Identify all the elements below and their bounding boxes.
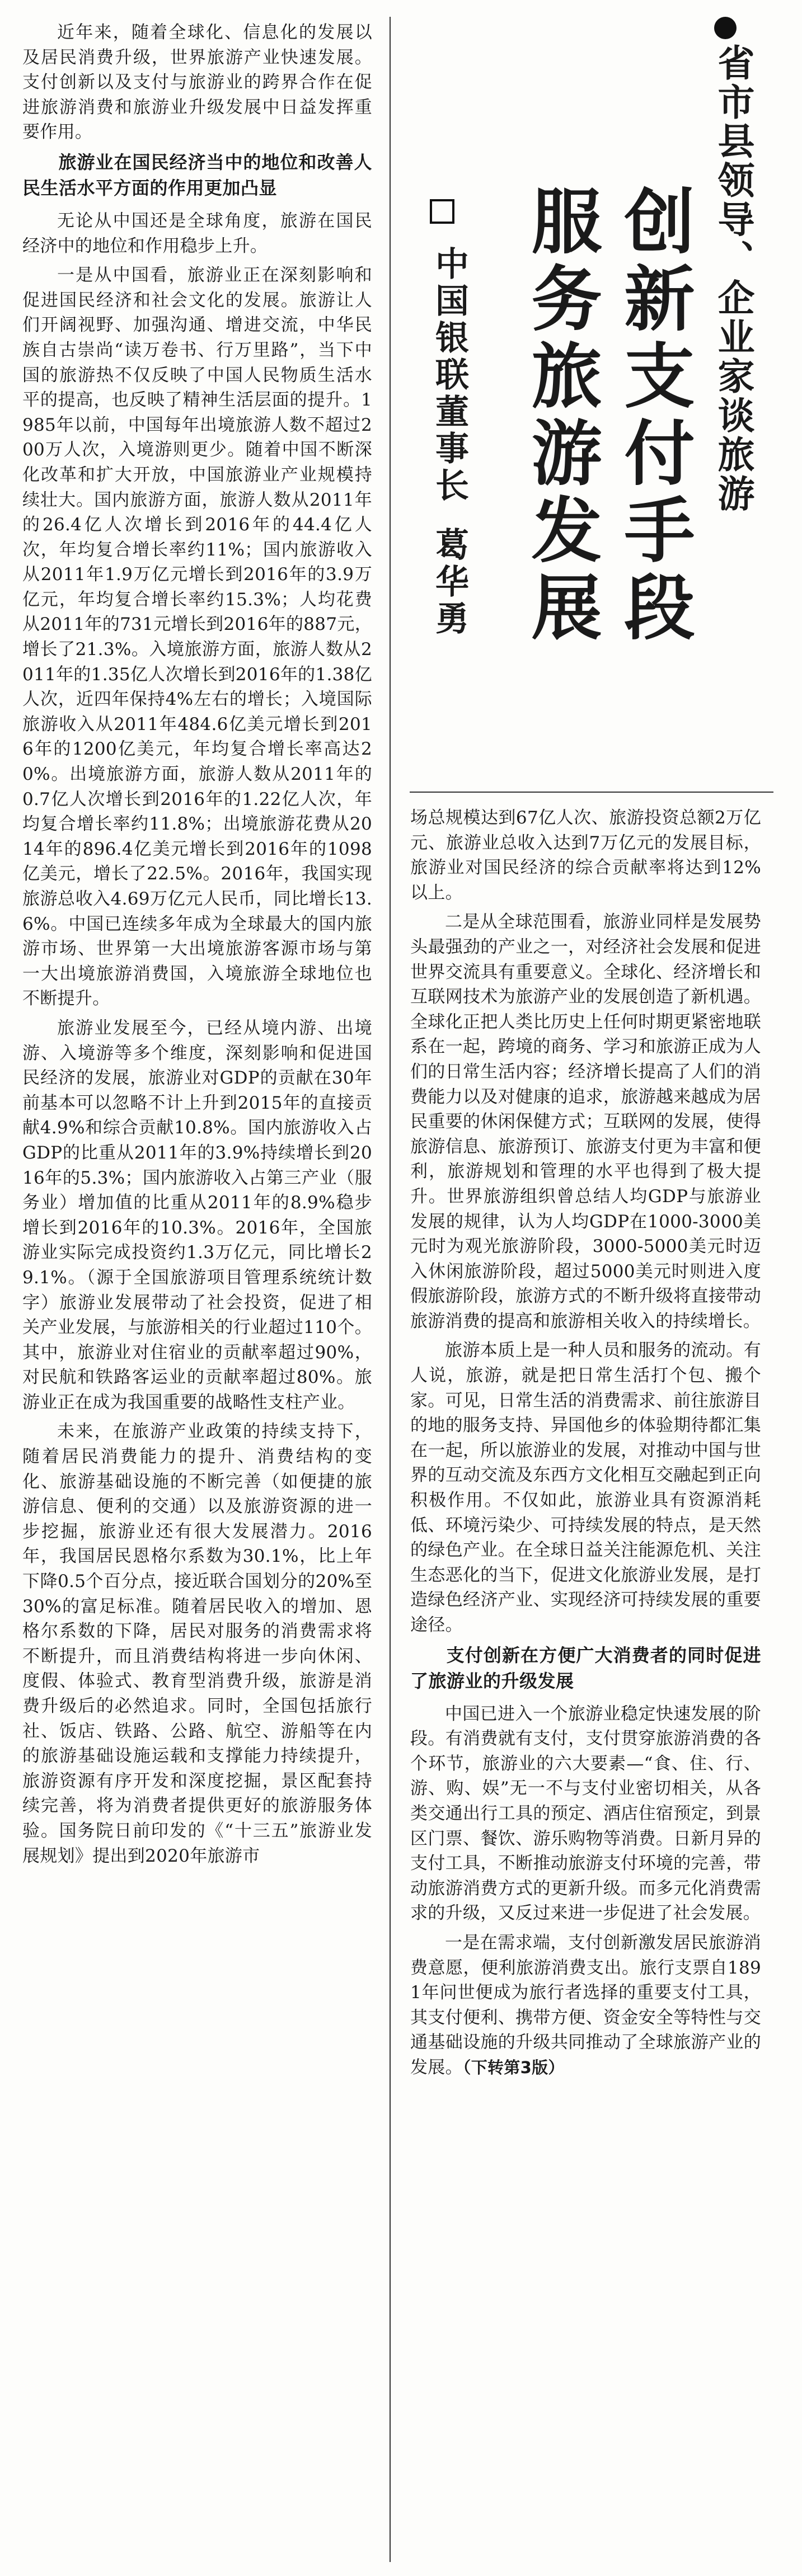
- byline: [425, 246, 473, 638]
- headline-kicker: 省市县领导、企业家谈旅游: [711, 44, 754, 514]
- paragraph: 无论从中国还是全球角度，旅游在国民经济中的地位和作用稳步上升。: [22, 210, 372, 256]
- byline-org: 中国银联董事长: [430, 246, 469, 505]
- column-divider: [390, 17, 391, 2562]
- paragraph-final: 一是在需求端，支付创新激发居民旅游消费意愿，便利旅游消费支出。旅行支票自1891年问世便成为旅行者选择的重要支付工具，其支付便利、携带方便、资金安全等特性与交通基础设施的升级共同推动了全球旅游产业的发展。（下转第3版）: [410, 1932, 761, 2078]
- headline-title-line-2: 服务旅游发展: [520, 185, 602, 648]
- paragraph: 未来，在旅游产业政策的持续支持下，随着居民消费能力的提升、消费结构的变化、旅游基础设施的不断完善（如便捷的旅游信息、便利的交通）以及旅游资源的进一步挖掘，旅游业还有很大发展潜力。2016年，我国居民恩格尔系数为30.1%，比上年下降0.5个百分点，接近联合国划分的20%至30%的富足标准。随着居民收入的增加、恩格尔系数的下降，居民对服务的消费需求将不断提升，而且消费结构将进一步向休闲、度假、体验式、教育型消费升级，旅游是消费升级后的必然追求。同时，全国包括旅行社、饭店、铁路、公路、航空、游船等在内的旅游基础设施运载和支撑能力持续提升，旅游资源有序开发和深度挖掘，景区配套持续完善，将为消费者提供更好的旅游服务体验。国务院日前印发的《“十三五”旅游业发展规划》提出到2020年旅游市: [22, 1421, 372, 1866]
- paragraph: 中国已进入一个旅游业稳定快速发展的阶段。有消费就有支付，支付贯穿旅游消费的各个环节，旅游业的六大要素—“食、住、行、游、购、娱”无一不与支付业密切相关，从各类交通出行工具的预定、酒店住宿预定，到景区门票、餐饮、游乐购物等消费。日新月异的支付工具，不断推动旅游支付环境的完善，带动旅游消费方式的更新升级。而多元化消费需求的升级，又反过来进一步促进了社会发展。: [410, 1703, 761, 1924]
- byline-square-icon: [430, 199, 454, 224]
- bullet-dot-icon: [714, 17, 737, 39]
- subheading-1: 旅游业在国民经济当中的地位和改善人民生活水平方面的作用更加凸显: [22, 151, 372, 199]
- paragraph: 二是从全球范围看，旅游业同样是发展势头最强劲的产业之一，对经济社会发展和促进世界交流具有重要意义。全球化、经济增长和互联网技术为旅游产业的发展创造了新机遇。全球化正把人类比历史上任何时期更紧密地联系在一起，跨境的商务、学习和旅游正成为人们的日常生活内容；经济增长提高了人们的消费能力以及对健康的追求，旅游越来越成为居民重要的休闲保健方式；互联网的发展，使得旅游信息、旅游预订、旅游支付更为丰富和便利，旅游规划和管理的水平也得到了极大提升。世界旅游组织曾总结人均GDP与旅游业发展的规律，认为人均GDP在1000-3000美元时为观光旅游阶段，3000-5000美元时迈入休闲旅游阶段，超过5000美元时则进入度假旅游阶段，旅游方式的不断升级将直接带动旅游消费的提高和旅游相关收入的持续增长。: [410, 912, 761, 1331]
- headline-title-line-1: 创新支付手段: [613, 185, 695, 648]
- byline-name: 葛华勇: [430, 527, 469, 638]
- paragraph: 旅游本质上是一种人员和服务的流动。有人说，旅游，就是把日常生活打个包、搬个家。可见，日常生活的消费需求、前往旅游目的地的服务支持、异国他乡的体验期待都汇集在一起，所以旅游业的发展，对推动中国与世界的互动交流及东西方文化相互交融起到正向积极作用。不仅如此，旅游业具有资源消耗低、环境污染少、可持续发展的特点，是天然的绿色产业。在全球日益关注能源危机、关注生态恶化的当下，促进文化旅游业发展，是打造绿色经济产业、实现经济可持续发展的重要途径。: [410, 1340, 761, 1635]
- paragraph-continued: 场总规模达到67亿人次、旅游投资总额2万亿元、旅游业总收入达到7万亿元的发展目标，旅游业对国民经济的综合贡献率将达到12%以上。: [410, 808, 761, 903]
- paragraph: 一是从中国看，旅游业正在深刻影响和促进国民经济和社会文化的发展。旅游让人们开阔视野、加强沟通、增进交流，中华民族自古崇尚“读万卷书、行万里路”，当下中国的旅游热不仅反映了中国人民物质生活水平的提高，也反映了精神生活层面的提升。1985年以前，中国每年出境旅游人数不超过200万人次，入境游则更少。随着中国不断深化改革和扩大开放，中国旅游业产业规模持续壮大。国内旅游方面，旅游人数从2011年的26.4亿人次增长到2016年的44.4亿人次，年均复合增长率约11%；国内旅游收入从2011年1.9万亿元增长到2016年的3.9万亿元，年均复合增长率约15.3%；人均花费从2011年的731元增长到2016年的887元，增长了21.3%。入境旅游方面，旅游人数从2011年的1.35亿人次增长到2016年的1.38亿人次，近四年保持4%左右的增长；入境国际旅游收入从2011年484.6亿美元增长到2016年的1200亿美元，年均复合增长率高达20%。出境旅游方面，旅游人数从2011年的0.7亿人次增长到2016年的1.22亿人次，年均复合增长率约11.8%；出境旅游花费从2014年的896.4亿美元增长到2016年的1098亿美元，增长了22.5%。2016年，我国实现旅游总收入4.69万亿元人民币，同比增长13.6%。中国已连续多年成为全球最大的国内旅游市场、世界第一大出境旅游客源市场与第一大出境旅游消费国，入境旅游全球地位也不断提升。: [22, 265, 372, 1009]
- paragraph: 旅游业发展至今，已经从境内游、出境游、入境游等多个维度，深刻影响和促进国民经济的发展，旅游业对GDP的贡献在30年前基本可以忽略不计上升到2015年的直接贡献4.9%和综合贡献10.8%。国内旅游收入占GDP的比重从2011年的3.9%持续增长到2016年的5.3%；国内旅游收入占第三产业（服务业）增加值的比重从2011年的8.9%稳步增长到2016年的10.3%。2016年，全国旅游业实际完成投资约1.3万亿元，同比增长29.1%。（源于全国旅游项目管理系统统计数字）旅游业发展带动了社会投资，促进了相关产业发展，与旅游相关的行业超过110个。其中，旅游业对住宿业的贡献率超过90%，对民航和铁路客运业的贡献率超过80%。旅游业正在成为我国重要的战略性支柱产业。: [22, 1018, 372, 1412]
- article-column-left: [22, 20, 372, 2563]
- subheading-2: 支付创新在方便广大消费者的同时促进了旅游业的升级发展: [410, 1644, 761, 1692]
- paragraph-intro: 近年来，随着全球化、信息化的发展以及居民消费升级，世界旅游产业快速发展。支付创新以及支付与旅游业的跨界合作在促进旅游消费和旅游业升级发展中日益发挥重要作用。: [22, 22, 372, 143]
- article-column-right: [410, 806, 761, 2562]
- headline-bottom-rule: [410, 792, 773, 793]
- continued-on-page-note[interactable]: （下转第3版）: [462, 2057, 565, 2077]
